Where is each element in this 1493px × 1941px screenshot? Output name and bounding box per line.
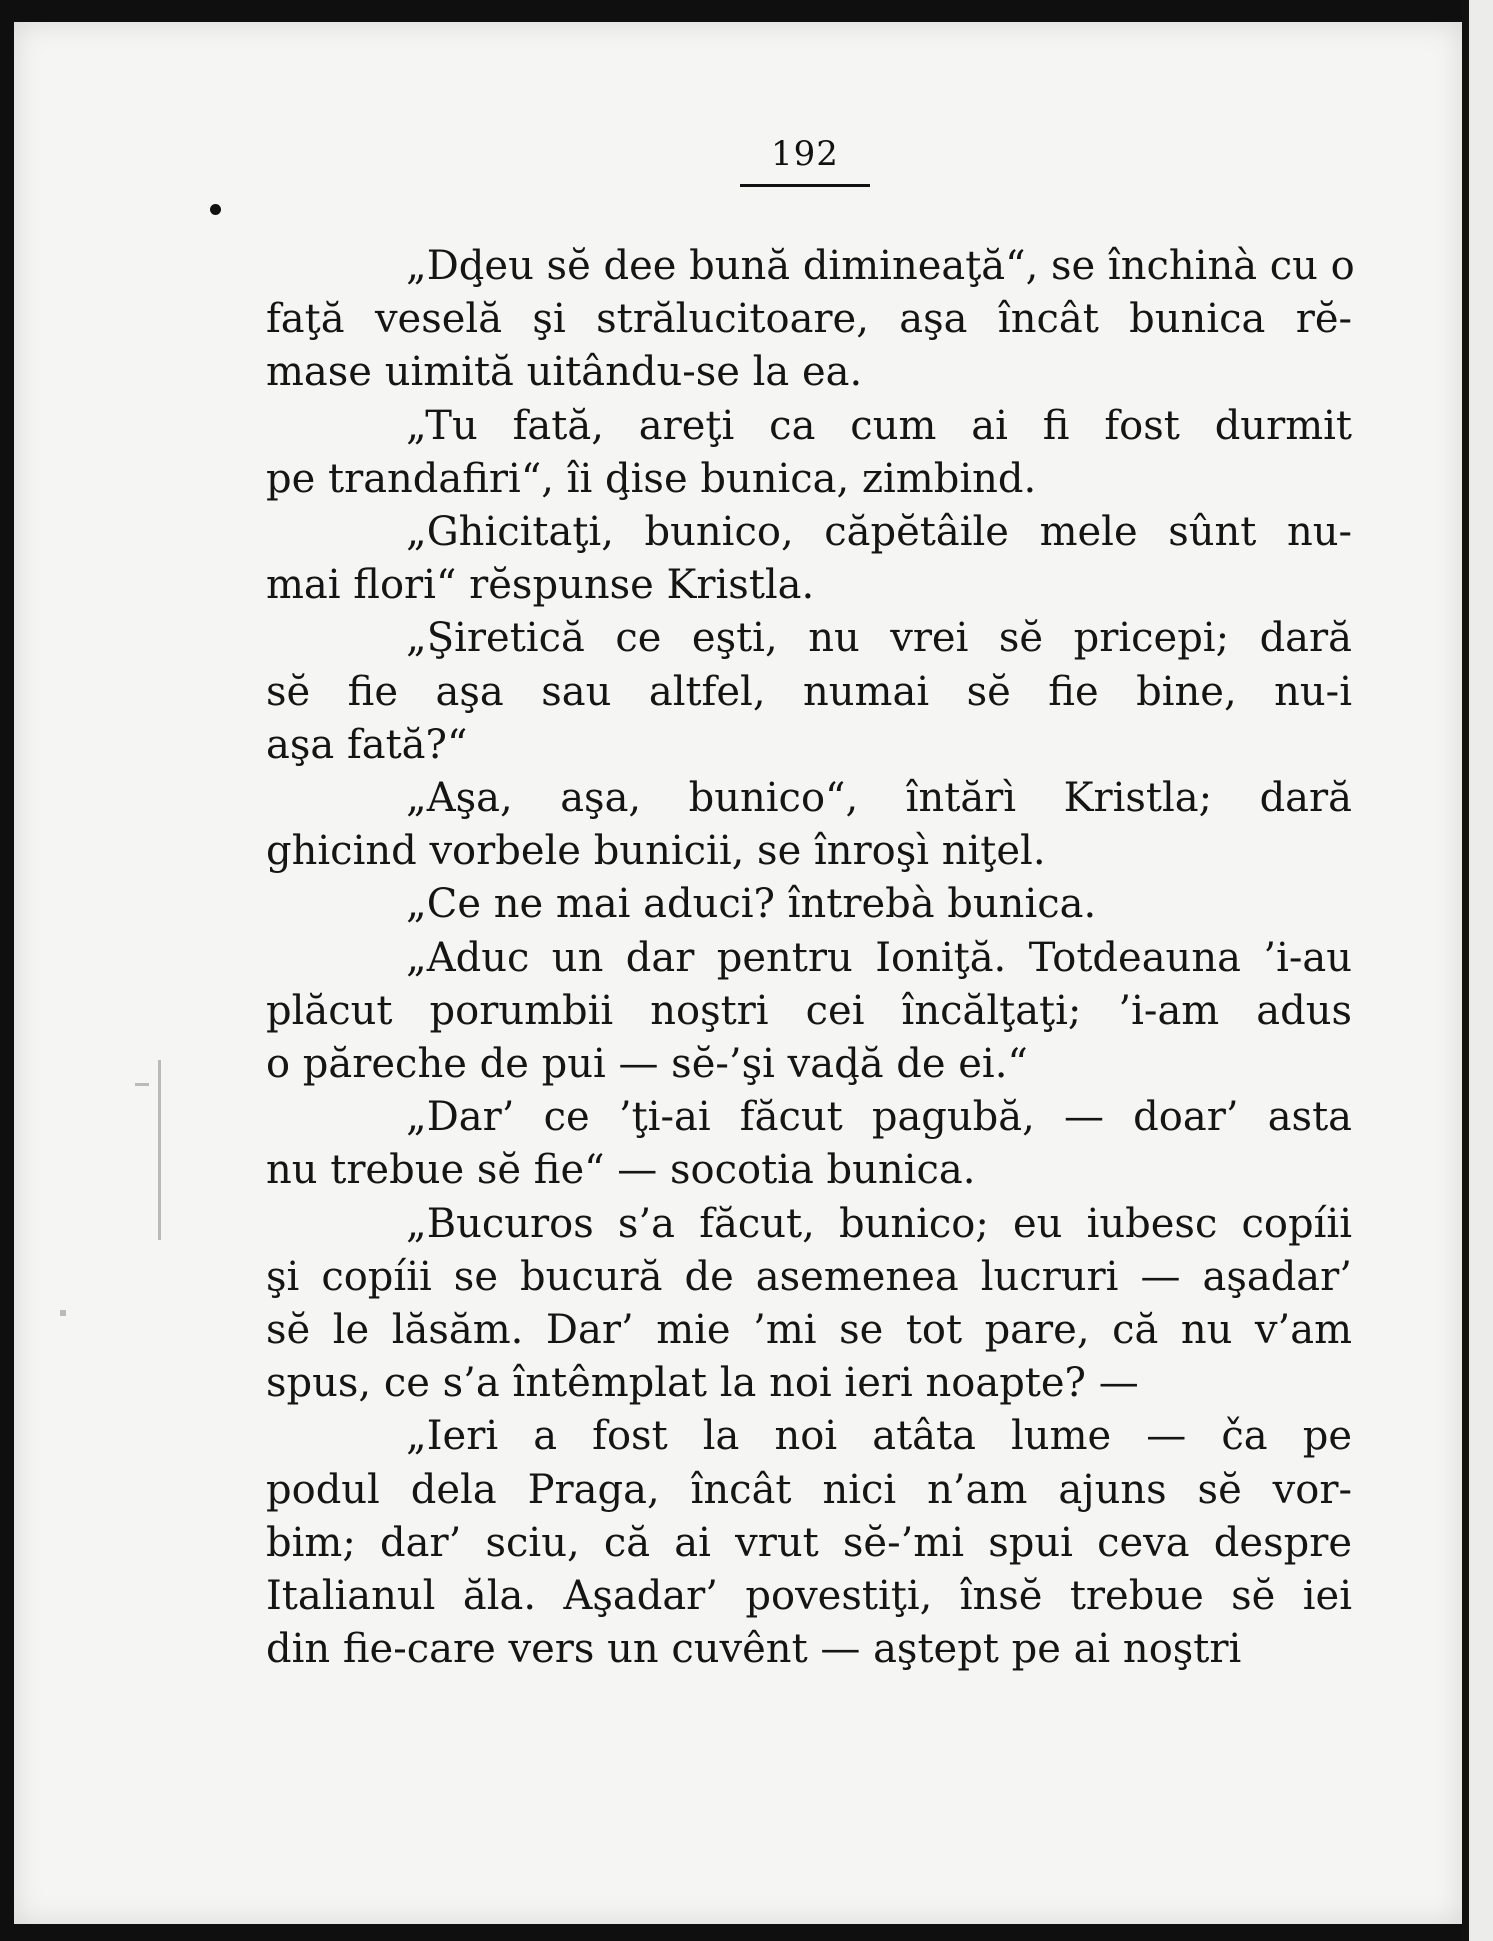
paragraph <box>266 932 1352 1092</box>
text-line: mase uimită uitându-se la ea. <box>266 349 863 396</box>
text-line: „Aşa, aşa, bunico“, întărì Kristla; dară <box>406 775 1352 822</box>
text-line: podul dela Praga, încât nici n’am ajuns sĕ vor- <box>266 1466 1352 1513</box>
paragraph <box>266 772 1352 878</box>
paragraph <box>266 1091 1352 1197</box>
text-line: din fie-care vers un cuvênt — aştept pe ai noştri <box>266 1626 1242 1673</box>
text-line: „Tu fată, areţi ca cum ai fi fost durmit <box>406 402 1352 449</box>
text-line: nu trebue sĕ fie“ — socotia bunica. <box>266 1147 976 1194</box>
text-line: „Bucuros s’a făcut, bunico; eu iubesc copíii <box>406 1200 1352 1247</box>
scan-mark <box>60 1310 66 1316</box>
body-text <box>266 240 1355 1676</box>
text-line: „Dḑeu sĕ dee bună dimineaţă“, se închinà cu o <box>406 243 1355 289</box>
text-line: o păreche de pui — sĕ-’şi vaḑă de ei.“ <box>266 1041 1028 1088</box>
text-line: şi copíii se bucură de asemenea lucruri — aşadar’ <box>266 1253 1352 1300</box>
text-line: mai flori“ rĕspunse Kristla. <box>266 562 815 609</box>
scan-mark <box>158 1060 161 1240</box>
paragraph <box>266 612 1352 772</box>
text-line: „Aduc un dar pentru Ioniţă. Totdeauna ’i-au <box>406 934 1352 981</box>
paragraph <box>266 400 1352 506</box>
text-line: faţă veselă şi strălucitoare, aşa încât bunica rĕ- <box>266 296 1352 343</box>
text-line: „Şiretică ce eşti, nu vrei sĕ pricepi; dară <box>406 615 1352 662</box>
text-line: plăcut porumbii noştri cei încălţaţi; ’i-am adus <box>266 987 1352 1034</box>
text-line: „Ghicitaţi, bunico, căpĕtâile mele sûnt nu- <box>406 509 1352 556</box>
text-line: spus, ce s’a întêmplat la noi ieri noapte? — <box>266 1360 1139 1407</box>
text-line: sĕ fie aşa sau altfel, numai sĕ fie bine, nu-i <box>266 668 1352 715</box>
text-line: pe trandafiri“, îi ḑise bunica, zimbind. <box>266 455 1037 502</box>
text-line: sĕ le lăsăm. Dar’ mie ’mi se tot pare, că nu v’am <box>266 1307 1352 1354</box>
paragraph <box>266 506 1352 612</box>
paragraph <box>266 240 1355 400</box>
page-number-rule <box>740 184 870 187</box>
ink-dot <box>210 204 221 215</box>
text-line: „Ce ne mai aduci? întrebà bunica. <box>406 881 1097 928</box>
paragraph <box>266 1410 1352 1676</box>
paragraph <box>266 1198 1352 1411</box>
text-line: aşa fată?“ <box>266 721 468 768</box>
paragraph <box>266 878 1352 931</box>
scan-mark <box>135 1083 149 1086</box>
text-line: ghicind vorbele bunicii, se înroşì niţel. <box>266 828 1046 875</box>
text-line: „Dar’ ce ’ţi-ai făcut pagubă, — doar’ asta <box>406 1094 1352 1141</box>
text-line: bim; dar’ sciu, că ai vrut sĕ-’mi spui ceva despre <box>266 1519 1352 1566</box>
text-line: Italianul ăla. Aşadar’ povestiţi, însĕ trebue sĕ iei <box>266 1573 1352 1620</box>
text-line: „Ieri a fost la noi atâta lume — ča pe <box>406 1413 1352 1460</box>
page-edge <box>1463 0 1493 1941</box>
page-number: 192 <box>771 134 839 174</box>
